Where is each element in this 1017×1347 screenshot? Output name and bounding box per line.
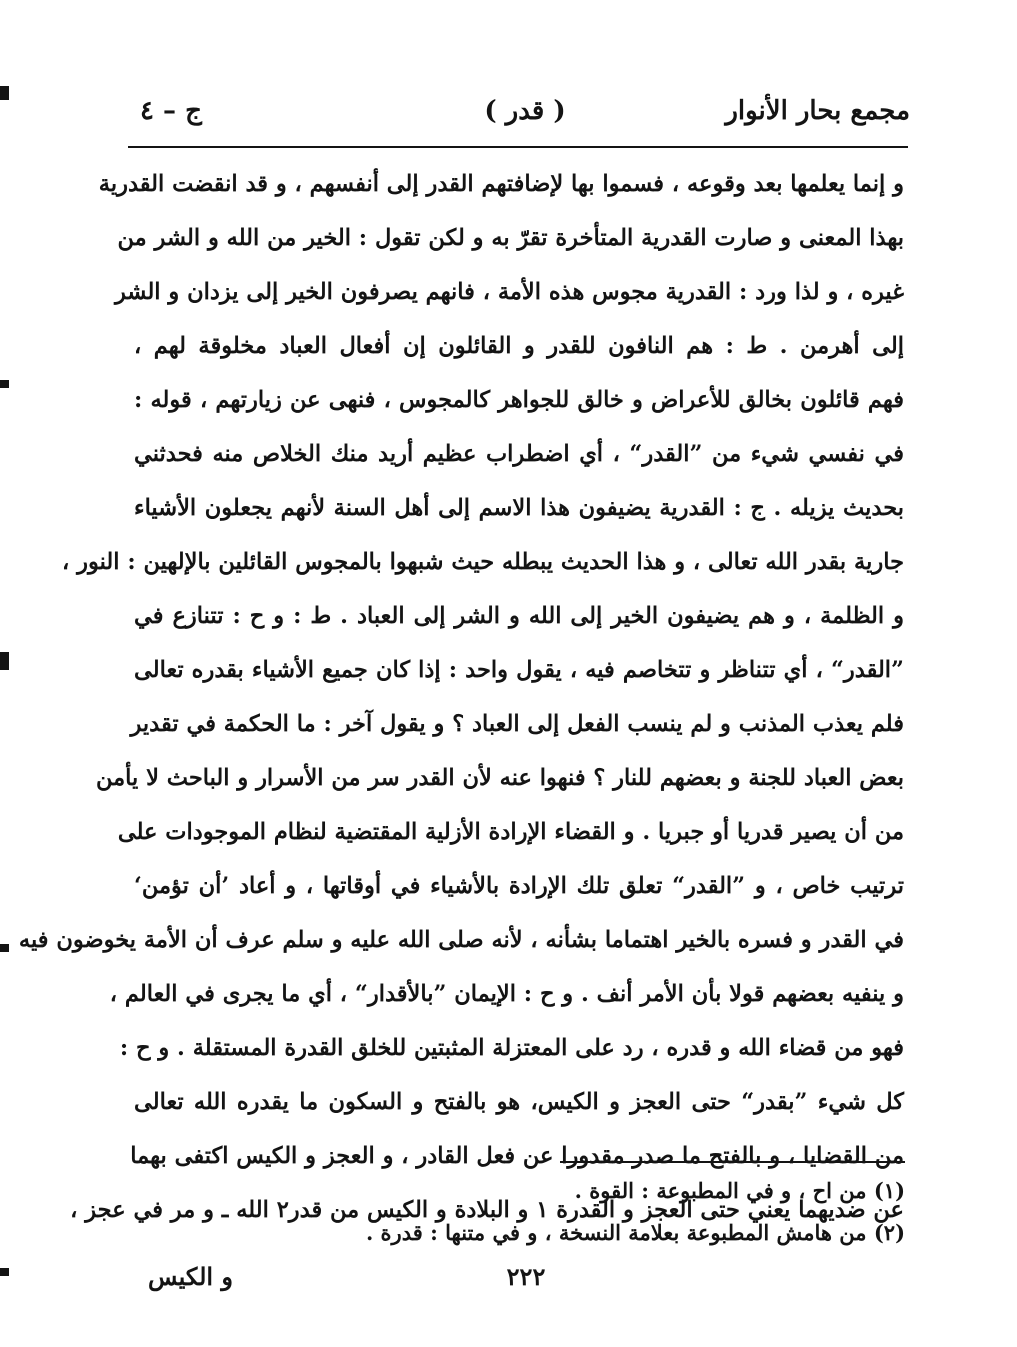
- text-line: فهو من قضاء الله و قدره ، رد على المعتزلة المثبتين للخلق القدرة المستقلة . و ح :: [119, 1035, 904, 1061]
- text-line: غيره ، و لذا ورد : القدرية مجوس هذه الأمة ، فانهم يصرفون الخير إلى يزدان و الشر: [114, 279, 904, 305]
- scan-edge-mark: [0, 944, 9, 952]
- text-line: بهذا المعنى و صارت القدرية المتأخرة تقرّ به و لكن تقول : الخير من الله و الشر من: [117, 225, 904, 251]
- text-line: بعض العباد للجنة و بعضهم للنار ؟ فنهوا عنه لأن القدر سر من الأسرار و الباحث لا يأمن: [95, 765, 904, 791]
- text-line: فهم قائلون بخالق للأعراض و خالق للجواهر كالمجوس ، فنهى عن زيارتهم ، قوله :: [134, 387, 904, 413]
- text-line: و ينفيه بعضهم قولا بأن الأمر أنف . و ح : الإيمان ”بالأقدار“ ، أي ما يجرى في العالم ،: [109, 981, 904, 1007]
- text-line: ”القدر“ ، أي تتناظر و تتخاصم فيه ، يقول واحد : إذا كان جميع الأشياء بقدره تعالى: [134, 657, 904, 683]
- text-line: بحديث يزيله . ج : القدرية يضيفون هذا الاسم إلى أهل السنة لأنهم يجعلون الأشياء: [134, 495, 904, 521]
- text-line: إلى أهرمن . ط : هم النافون للقدر و القائلون إن أفعال العباد مخلوقة لهم ،: [134, 333, 904, 359]
- text-line: من أن يصير قدريا أو جبريا . و القضاء الإرادة الأزلية المقتضية لنظام الموجودات على: [117, 819, 904, 845]
- book-title: مجمع بحار الأنوار: [725, 96, 910, 126]
- footnotes: [340, 1170, 905, 1254]
- page-number: ٢٢٢: [506, 1262, 546, 1291]
- text-line: و إنما يعلمها بعد وقوعه ، فسموا بها لإضافتهم القدر إلى أنفسهم ، و قد انقضت القدرية: [98, 171, 904, 197]
- footnote: (٢) من هامش المطبوعة بعلامة النسخة ، و في متنها : قدرة .: [365, 1220, 905, 1245]
- text-line: من القضايا ، و بالفتح ما صدر مقدورا عن فعل القادر ، و العجز و الكيس اكتفى بهما: [130, 1143, 904, 1169]
- text-line: في نفسي شيء من ”القدر“ ، أي اضطراب عظيم أريد منك الخلاص منه فحدثني: [134, 441, 904, 467]
- footnote-rule: [560, 1161, 905, 1163]
- footnote: (١) من اح ، و في المطبوعة : القوة .: [574, 1178, 905, 1203]
- text-line: جارية بقدر الله تعالى ، و هذا الحديث يبطله حيث شبهوا بالمجوس القائلين بالإلهين : النور ،: [62, 549, 904, 575]
- scan-edge-mark: [0, 1268, 9, 1276]
- volume-label: ج – ٤: [140, 96, 202, 126]
- scan-edge-mark: [0, 86, 9, 100]
- main-text: [18, 157, 904, 1237]
- scan-edge-mark: [0, 380, 9, 388]
- text-line: فلم يعذب المذنب و لم ينسب الفعل إلى العباد ؟ و يقول آخر : ما الحكمة في تقدير: [130, 711, 904, 737]
- catchword: و الكيس: [148, 1262, 234, 1291]
- text-line: و الظلمة ، و هم يضيفون الخير إلى الله و الشر إلى العباد . ط : و ح : تتنازع في: [134, 603, 904, 629]
- header-rule: [128, 146, 908, 148]
- scan-edge-mark: [0, 652, 9, 670]
- text-line: عن ضديهما يعني حتى العجز و القدرة ١ و البلادة و الكيس من قدر٢ الله ـ و مر في عجز ،: [70, 1197, 904, 1223]
- running-header: [140, 96, 910, 140]
- text-line: ترتيب خاص ، و ”القدر“ تعلق تلك الإرادة بالأشياء في أوقاتها ، و أعاد ’أن تؤمن‘: [134, 873, 904, 899]
- text-line: في القدر و فسره بالخير اهتماما بشأنه ، لأنه صلى الله عليه و سلم عرف أن الأمة يخوضون فيه: [18, 927, 904, 953]
- section-heading: ( قدر ): [484, 96, 566, 126]
- text-line: كل شيء ”بقدر“ حتى العجز و الكيس، هو بالفتح و السكون ما يقدره الله تعالى: [134, 1089, 904, 1115]
